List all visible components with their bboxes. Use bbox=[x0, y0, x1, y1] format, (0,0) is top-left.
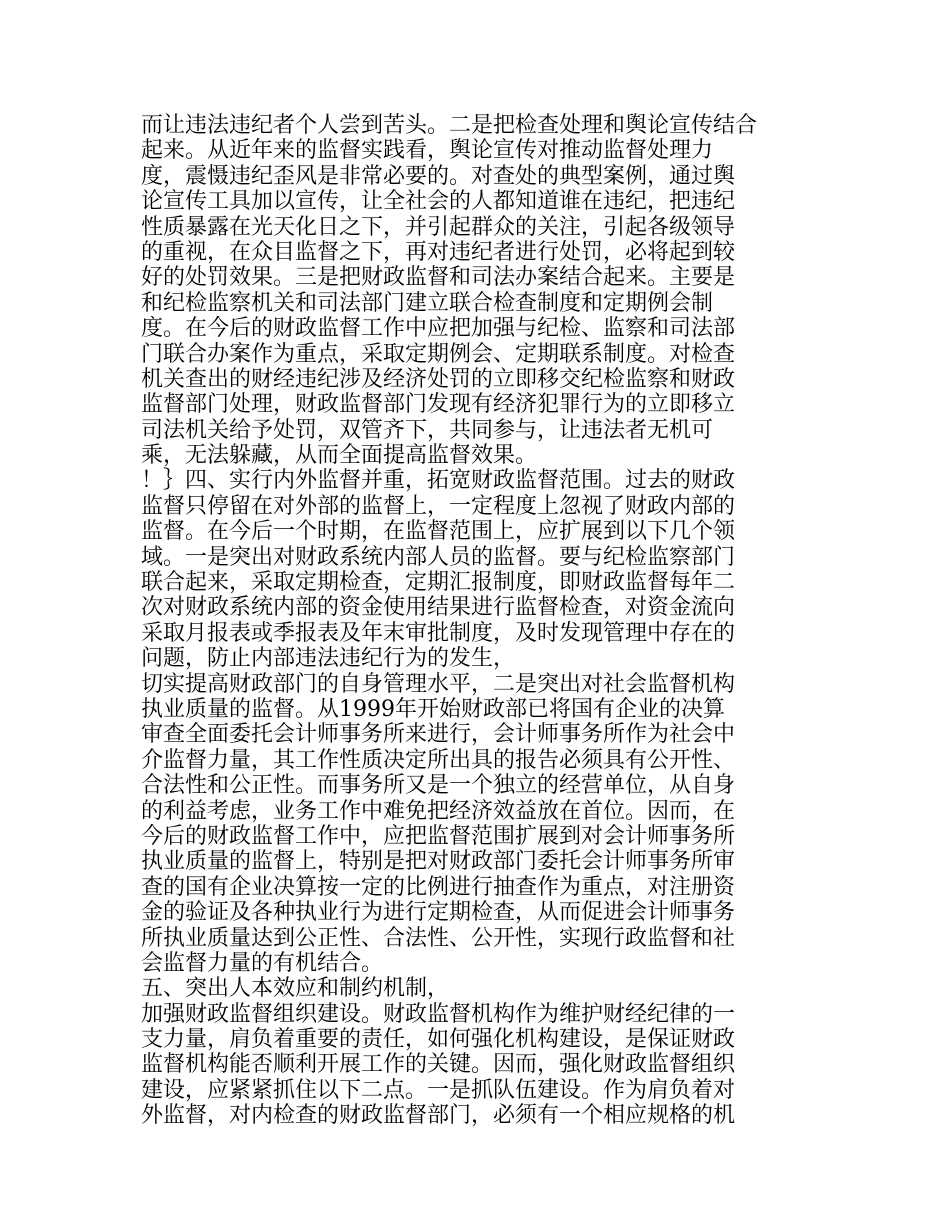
text-line: 加强财政监督组织建设。财政监督机构作为维护财经纪律的一 bbox=[141, 1001, 736, 1027]
text-line: 今后的财政监督工作中，应把监督范围扩展到对会计师事务所 bbox=[141, 823, 736, 849]
text-line: 切实提高财政部门的自身管理水平，二是突出对社会监督机构 bbox=[141, 671, 736, 697]
text-line: 所执业质量达到公正性、合法性、公开性，实现行政监督和社 bbox=[141, 925, 736, 951]
text-line: 度。在今后的财政监督工作中应把加强与纪检、监察和司法部 bbox=[141, 316, 736, 342]
text-line: 监督机构能否顺利开展工作的关键。因而，强化财政监督组织 bbox=[141, 1052, 736, 1078]
text-line: 性质暴露在光天化日之下，并引起群众的关注，引起各级领导 bbox=[141, 214, 736, 240]
text-line: 门联合办案作为重点，采取定期例会、定期联系制度。对检查 bbox=[141, 341, 736, 367]
text-line: 机关查出的财经违纪涉及经济处罚的立即移交纪检监察和财政 bbox=[141, 366, 736, 392]
text-line: 查的国有企业决算按一定的比例进行抽查作为重点，对注册资 bbox=[141, 874, 736, 900]
text-line: 联合起来，采取定期检查，定期汇报制度，即财政监督每年二 bbox=[141, 570, 736, 596]
text-line: 采取月报表或季报表及年末审批制度，及时发现管理中存在的 bbox=[141, 620, 736, 646]
text-line: 监督只停留在对外部的监督上，一定程度上忽视了财政内部的 bbox=[141, 493, 736, 519]
text-line: 好的处罚效果。三是把财政监督和司法办案结合起来。主要是 bbox=[141, 265, 736, 291]
text-line: 的重视，在众目监督之下，再对违纪者进行处罚，必将起到较 bbox=[141, 239, 736, 265]
text-line: 介监督力量，其工作性质决定所出具的报告必须具有公开性、 bbox=[141, 747, 736, 773]
text-line: 度，震慑违纪歪风是非常必要的。对查处的典型案例，通过舆 bbox=[141, 163, 736, 189]
text-line: 监督。在今后一个时期，在监督范围上，应扩展到以下几个领 bbox=[141, 519, 736, 545]
text-line: 执业质量的监督。从1999年开始财政部已将国有企业的决算 bbox=[141, 696, 725, 722]
text-line: 合法性和公正性。而事务所又是一个独立的经营单位，从自身 bbox=[141, 773, 736, 799]
text-line: 次对财政系统内部的资金使用结果进行监督检查，对资金流向 bbox=[141, 595, 736, 621]
text-line: 乘，无法躲藏，从而全面提高监督效果。 bbox=[141, 443, 538, 469]
text-line: 支力量，肩负着重要的责任，如何强化机构建设，是保证财政 bbox=[141, 1027, 736, 1053]
text-line: 问题，防止内部违法违纪行为的发生， bbox=[141, 646, 516, 672]
text-line: 外监督，对内检查的财政监督部门，必须有一个相应规格的机 bbox=[141, 1103, 736, 1129]
text-line: 金的验证及各种执业行为进行定期检查，从而促进会计师事务 bbox=[141, 900, 736, 926]
text-line: 建设，应紧紧抓住以下二点。一是抓队伍建设。作为肩负着对 bbox=[141, 1077, 736, 1103]
text-line: 会监督力量的有机结合。 bbox=[141, 950, 384, 976]
text-line: 的利益考虑，业务工作中难免把经济效益放在首位。因而，在 bbox=[141, 798, 736, 824]
text-line: 而让违法违纪者个人尝到苦头。二是把检查处理和舆论宣传结合 bbox=[141, 113, 758, 138]
text-line: 审查全面委托会计师事务所来进行，会计师事务所作为社会中 bbox=[141, 722, 736, 748]
text-line: ！｝四、实行内外监督并重，拓宽财政监督范围。过去的财政 bbox=[141, 468, 736, 494]
text-line: 域。一是突出对财政系统内部人员的监督。要与纪检监察部门 bbox=[141, 544, 736, 570]
text-line: 五、突出人本效应和制约机制， bbox=[141, 976, 450, 1002]
text-line: 起来。从近年来的监督实践看，舆论宣传对推动监督处理力 bbox=[141, 138, 714, 164]
text-line: 和纪检监察机关和司法部门建立联合检查制度和定期例会制 bbox=[141, 290, 714, 316]
text-line: 监督部门处理，财政监督部门发现有经济犯罪行为的立即移立 bbox=[141, 392, 736, 418]
text-line: 论宣传工具加以宣传，让全社会的人都知道谁在违纪，把违纪 bbox=[141, 189, 736, 215]
text-line: 执业质量的监督上，特别是把对财政部门委托会计师事务所审 bbox=[141, 849, 736, 875]
text-line: 司法机关给予处罚，双管齐下，共同参与，让违法者无机可 bbox=[141, 417, 714, 443]
document-body bbox=[141, 113, 758, 1129]
